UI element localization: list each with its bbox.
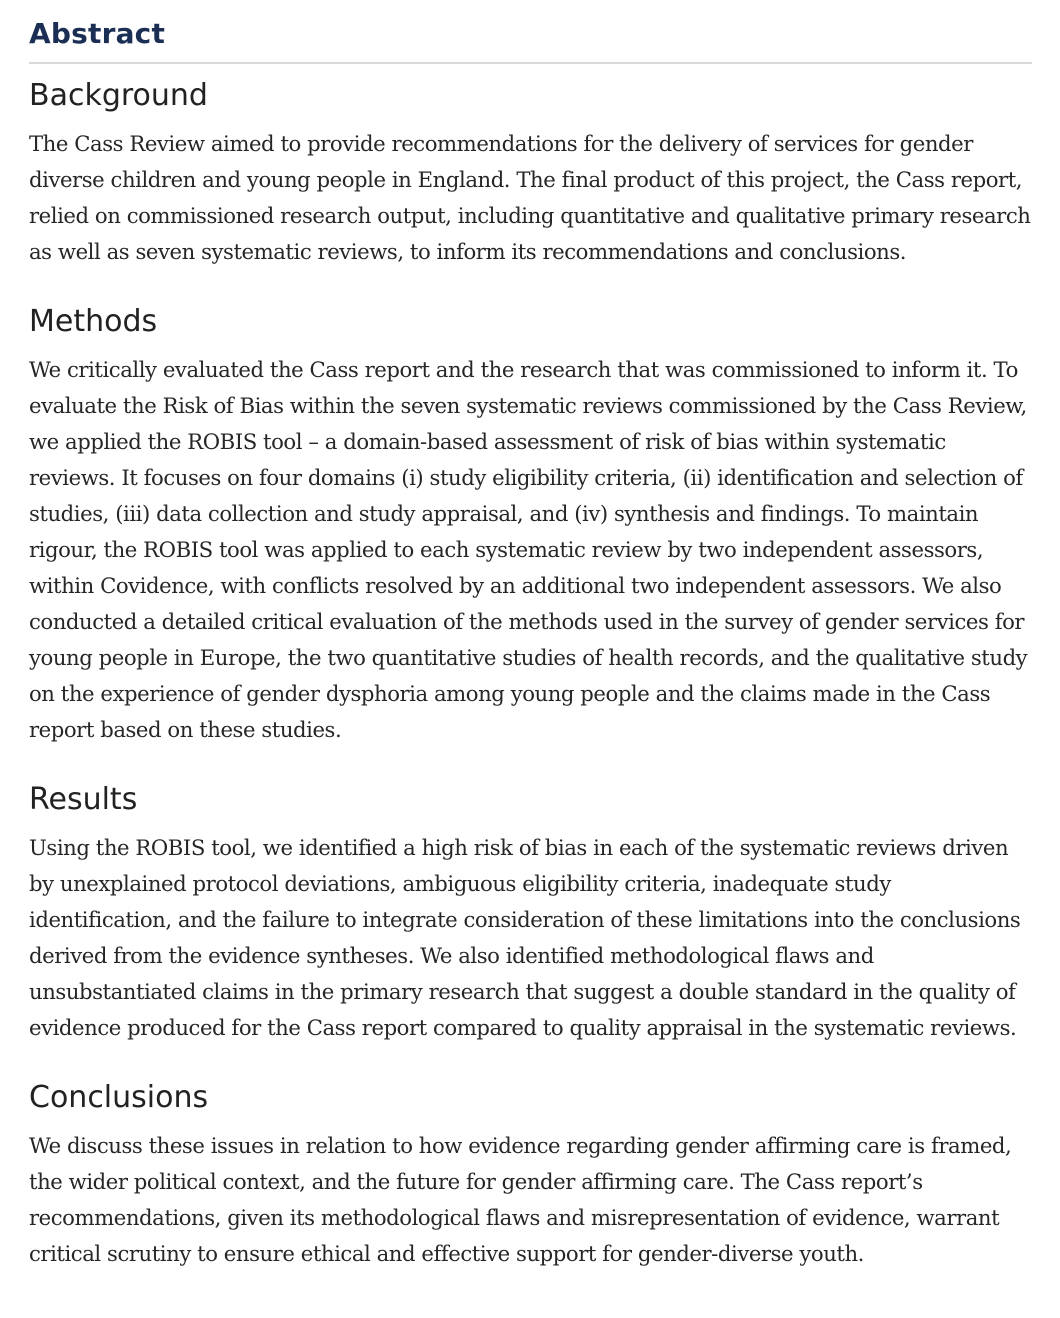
conclusions-section <box>29 1078 1032 1272</box>
conclusions-heading: Conclusions <box>29 1080 209 1115</box>
results-section <box>29 780 1032 1046</box>
methods-section <box>29 302 1032 748</box>
background-text: The Cass Review aimed to provide recommendations for the delivery of services for gender diverse children and young people in England. The final product of this project, the Cass report, relied on commissioned research output, including quantitative and qualitative primary research as well as seven systematic reviews, to inform its recommendations and conclusions. <box>29 131 1031 264</box>
conclusions-text: We discuss these issues in relation to how evidence regarding gender affirming care is framed, the wider political context, and the future for gender affirming care. The Cass report’s recommendations, given its methodological flaws and misrepresentation of evidence, warrant critical scrutiny to ensure ethical and effective support for gender-diverse youth. <box>29 1133 1012 1266</box>
methods-text: We critically evaluated the Cass report and the research that was commissioned to inform it. To evaluate the Risk of Bias within the seven systematic reviews commissioned by the Cass Review, we applied the ROBIS tool – a domain-based assessment of risk of bias within systematic reviews. It focuses on four domains (i) study eligibility criteria, (ii) identification and selection of studies, (iii) data collection and study appraisal, and (iv) synthesis and findings. To maintain rigour, the ROBIS tool was applied to each systematic review by two independent assessors, within Covidence, with conflicts resolved by an additional two independent assessors. We also conducted a detailed critical evaluation of the methods used in the survey of gender services for young people in Europe, the two quantitative studies of health records, and the qualitative study on the experience of gender dysphoria among young people and the claims made in the Cass report based on these studies. <box>29 357 1028 742</box>
background-section <box>29 76 1032 270</box>
results-heading: Results <box>29 782 138 817</box>
background-heading: Background <box>29 78 208 113</box>
abstract-title: Abstract <box>29 17 166 50</box>
title-divider <box>29 62 1032 64</box>
methods-heading: Methods <box>29 304 158 339</box>
abstract-container <box>29 0 1032 1272</box>
results-text: Using the ROBIS tool, we identified a high risk of bias in each of the systematic reviews driven by unexplained protocol deviations, ambiguous eligibility criteria, inadequate study identification, and the failure to integrate consideration of these limitations into the conclusions derived from the evidence syntheses. We also identified methodological flaws and unsubstantiated claims in the primary research that suggest a double standard in the quality of evidence produced for the Cass report compared to quality appraisal in the systematic reviews. <box>29 835 1021 1040</box>
